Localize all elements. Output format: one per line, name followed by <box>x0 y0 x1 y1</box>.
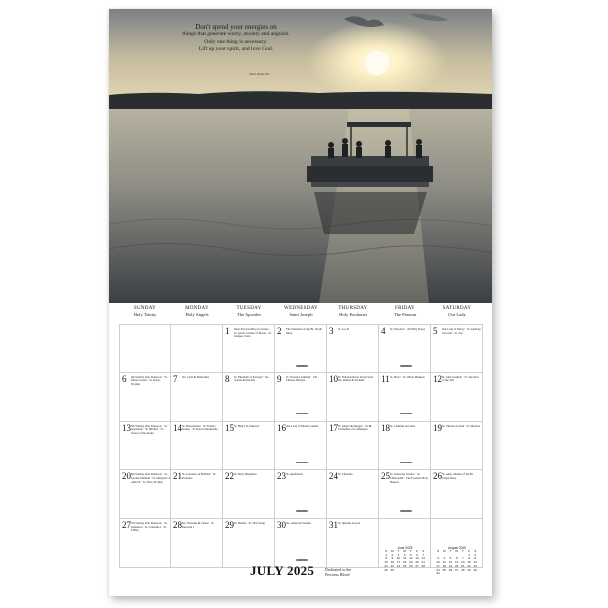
mini-day: 21 <box>461 563 465 568</box>
day-number: 30 <box>277 520 286 531</box>
day-number: 12 <box>433 373 442 384</box>
mini-day: 12 <box>409 556 413 561</box>
day-cell <box>275 373 327 422</box>
moon-phase-mark <box>296 510 308 512</box>
weekday-header <box>327 306 379 317</box>
mini-weekday: M <box>391 549 394 553</box>
inspirational-quote <box>161 24 311 54</box>
feast-text: St. Martha · St. Olaf, King <box>234 521 265 526</box>
sunset-lake-photo <box>109 9 492 303</box>
mini-day: 14 <box>421 556 425 561</box>
mini-day: 10 <box>396 556 401 561</box>
day-number: 20 <box>122 471 131 482</box>
day-number: 7 <box>173 373 178 384</box>
day-cell <box>275 422 327 471</box>
feast-text: St. John Gualbert · St. Veronica of the Veil <box>442 374 479 383</box>
day-cell <box>327 470 379 519</box>
calendar-page <box>109 9 492 596</box>
day-cell <box>119 470 171 519</box>
mini-day: 2 <box>391 552 394 557</box>
mini-day: 13 <box>454 560 459 565</box>
moon-phase-mark <box>400 413 412 415</box>
day-number: 15 <box>225 422 234 433</box>
day-number: 3 <box>329 326 334 336</box>
mini-day: 2 <box>474 552 477 557</box>
day-cell <box>379 422 431 471</box>
mini-day: 20 <box>415 560 419 565</box>
mini-day: 27 <box>415 563 419 568</box>
mini-day: 26 <box>448 567 453 572</box>
day-number: 16 <box>277 422 286 433</box>
day-number: 21 <box>173 471 182 482</box>
feast-text: St. Felicitas & her Seven Sons · Sts. Rufina & Secunda <box>338 374 375 383</box>
mini-weekday: T <box>461 549 464 553</box>
day-cell <box>119 373 171 422</box>
feast-text: St. Theodore · All Holy Popes <box>390 327 425 331</box>
day-cell <box>431 324 483 373</box>
mini-day: 19 <box>409 560 413 565</box>
mini-day: 29 <box>384 567 388 572</box>
feast-text: 7th Sunday after Pentecost · St. Pantaleon · St. Celestine I · St. Lillian <box>131 521 168 533</box>
mini-day: 22 <box>384 563 388 568</box>
feast-text: St. Elizabeth of Portugal · Sts. Aquila & Priscilla <box>234 374 270 383</box>
feast-text: St. Alexis the Beggar · 16 Bl. Carmelites of Compiegne <box>338 423 373 432</box>
moon-phase-mark <box>400 462 412 464</box>
day-number: 28 <box>173 520 182 531</box>
weekday-name: THURSDAY <box>338 306 368 311</box>
feast-text: St. Camillus de Lellis <box>390 423 416 428</box>
mini-weekday: S <box>385 549 388 553</box>
day-cell <box>327 324 379 373</box>
feast-text: St. Lawrence of Brindisi · St. Praxedes <box>182 472 216 480</box>
day-number: 9 <box>277 373 282 384</box>
mini-day: 1 <box>468 552 470 557</box>
mini-day: 6 <box>416 552 418 557</box>
mini-weekday: M <box>443 549 446 553</box>
dedication-line-1: Dedicated to the <box>325 567 352 572</box>
weekday-header <box>275 306 327 317</box>
day-cell <box>275 324 327 373</box>
day-number: 29 <box>225 520 234 531</box>
feast-text: Sts. Abdon & Sennen <box>286 521 311 526</box>
weekday-devotion: The Apostles <box>236 312 262 317</box>
day-cell <box>431 470 483 519</box>
mini-weekday: T <box>397 549 400 553</box>
moon-phase-mark <box>296 365 308 367</box>
mini-day: 17 <box>436 563 440 568</box>
weekday-name: MONDAY <box>185 306 209 311</box>
day-cell <box>431 373 483 422</box>
day-cell <box>223 373 275 422</box>
feast-text: 6th Sunday after Pentecost · St. Jerome Emiliani · St. Margaret of Antioch · St. Elias, Prophet <box>131 472 170 484</box>
mini-weekday: W <box>455 549 459 553</box>
mini-day: 21 <box>421 560 425 565</box>
feast-text: St. James the Greater · St. Christopher · The Fourteen Holy Helpers <box>390 472 429 484</box>
day-cell <box>379 470 431 519</box>
mini-day: 11 <box>403 556 407 561</box>
day-cell <box>223 470 275 519</box>
weekday-header <box>119 306 171 317</box>
day-cell <box>275 470 327 519</box>
day-number: 1 <box>225 326 230 336</box>
day-number: 11 <box>381 373 390 384</box>
mini-day: 26 <box>409 563 413 568</box>
mini-day: 17 <box>396 560 401 565</box>
feast-text: St. Veronica Giuliani · 120 Chinese Martyrs <box>286 374 318 383</box>
mini-day: 23 <box>390 563 394 568</box>
day-number: 13 <box>122 422 131 433</box>
feast-text: St. Christina <box>338 472 353 477</box>
day-number: 25 <box>381 471 390 482</box>
mini-day: 16 <box>390 560 394 565</box>
mini-day: 29 <box>467 567 471 572</box>
mini-day: 18 <box>442 563 446 568</box>
weekday-devotion: Our Lady <box>448 312 466 317</box>
quote-line-3: Only one thing is necessary: <box>204 38 268 45</box>
day-cell <box>171 470 223 519</box>
quote-line-2: things that generate worry, anxiety and anguish. <box>182 31 290 38</box>
feast-text: Sts. Cyril & Methodius <box>182 374 209 379</box>
mini-day: 7 <box>462 556 464 561</box>
weekday-name: WEDNESDAY <box>284 306 318 311</box>
day-number: 24 <box>329 471 338 482</box>
weekday-devotion: The Passion <box>393 312 417 317</box>
weekday-header <box>431 306 483 317</box>
mini-weekday: F <box>416 549 418 553</box>
mini-day: 14 <box>461 560 465 565</box>
feast-text: Our Lady of Mercy · St. Anthony Zaccaria · St. Zoe <box>442 327 481 335</box>
mini-day: 27 <box>454 567 459 572</box>
feast-text: St. Leo II <box>338 327 349 331</box>
feast-text: St. Pius I · St. Oliver Plunkett <box>390 374 425 379</box>
quote-attribution: Saint Padre Pio <box>249 72 270 76</box>
day-number: 26 <box>433 471 442 482</box>
mini-day: 25 <box>442 567 446 572</box>
mini-day: 28 <box>421 563 425 568</box>
day-cell <box>223 422 275 471</box>
mini-day: 20 <box>454 563 459 568</box>
day-cell <box>171 324 223 373</box>
feast-text: St. Mary Magdalen <box>234 472 257 477</box>
day-number: 31 <box>329 520 338 531</box>
day-number: 14 <box>173 422 182 433</box>
mini-day: 12 <box>448 560 453 565</box>
mini-day: 15 <box>467 560 471 565</box>
moon-phase-mark <box>400 365 412 367</box>
feast-text: St. Apollinaris <box>286 472 303 477</box>
weekday-name: TUESDAY <box>236 306 262 311</box>
mini-day: 5 <box>410 552 412 557</box>
quote-line-4: Lift up your spirit, and love God. <box>198 46 274 53</box>
mini-day: 30 <box>390 567 394 572</box>
mini-day: 24 <box>436 567 440 572</box>
mini-day: 10 <box>436 560 440 565</box>
feast-text: Most Precious Blood of Jesus · St. Aaron, brother of Moses · St. Junipero Serra <box>234 327 272 339</box>
mini-day: 8 <box>385 556 387 561</box>
mini-day: 3 <box>397 552 400 557</box>
day-cell <box>223 324 275 373</box>
feast-text: 4th Sunday after Pentecost · St. Maria Goretti · St. Isaias, Prophet <box>131 374 168 386</box>
day-number: 8 <box>225 373 230 384</box>
weekday-name: SATURDAY <box>442 306 472 311</box>
mini-day: 28 <box>461 567 465 572</box>
mini-day: 16 <box>473 560 477 565</box>
weekday-devotion: Holy Trinity <box>133 312 157 317</box>
feast-text: St. Bonaventure · St. Francis Solano · St. Kateri Tekakwitha <box>182 423 218 432</box>
weekday-devotion: Holy Angels <box>185 312 209 317</box>
mini-calendar-title: June 2025 <box>397 546 413 550</box>
feast-text: St. Vincent de Paul · St. Macrina <box>442 423 480 428</box>
mini-weekday: S <box>474 549 477 553</box>
mini-day: 23 <box>473 563 477 568</box>
day-number: 22 <box>225 471 234 482</box>
calendar-footer <box>109 557 492 587</box>
mini-weekday: W <box>403 549 407 553</box>
day-cell <box>171 373 223 422</box>
weekday-header <box>223 306 275 317</box>
weekday-header <box>171 306 223 317</box>
day-cell <box>431 422 483 471</box>
day-cell <box>327 422 379 471</box>
day-cell <box>119 324 171 373</box>
mini-day: 25 <box>402 563 407 568</box>
dedication-line-2: Precious Blood <box>325 572 350 577</box>
weekday-name: SUNDAY <box>133 306 157 311</box>
mini-day: 11 <box>442 560 446 565</box>
mini-weekday: T <box>409 549 412 553</box>
weekday-name: FRIDAY <box>395 306 415 311</box>
quote-line-1: Don't spend your energies on <box>195 23 277 31</box>
mini-weekday: T <box>449 549 452 553</box>
day-number: 17 <box>329 422 338 433</box>
day-cell <box>171 422 223 471</box>
mini-calendar-title: August 2025 <box>448 546 466 550</box>
month-title: JULY 2025 <box>250 563 315 578</box>
mini-day: 24 <box>396 563 401 568</box>
mini-day: 6 <box>455 556 458 561</box>
day-number: 23 <box>277 471 286 482</box>
day-cell <box>327 373 379 422</box>
feast-text: St. Henry II, Emperor <box>234 423 260 428</box>
mini-day: 18 <box>402 560 407 565</box>
mini-weekday: S <box>437 549 440 553</box>
mini-day: 22 <box>467 563 471 568</box>
mini-day: 31 <box>436 571 440 576</box>
feast-text: The Visitation of the Bl. Virgin Mary <box>286 327 322 335</box>
mini-weekday: F <box>468 549 470 553</box>
weekday-header <box>379 306 431 317</box>
day-cell <box>379 324 431 373</box>
mini-day: 9 <box>391 556 394 561</box>
feast-text: Sts. Nazarius & Celsus · St. Innocent I <box>182 521 215 529</box>
mini-day: 9 <box>474 556 477 561</box>
feast-text: St. Anne, Mother of the Bl. Virgin Mary <box>442 472 474 480</box>
mini-day: 4 <box>443 556 446 561</box>
day-cell <box>379 373 431 422</box>
weekday-devotion: Holy Eucharist <box>339 312 367 317</box>
day-number: 18 <box>381 422 390 433</box>
moon-phase-mark <box>400 510 412 512</box>
feast-text: Our Lady of Mount Carmel <box>286 423 318 428</box>
day-number: 4 <box>381 326 386 336</box>
day-number: 10 <box>329 373 338 384</box>
feast-text: 5th Sunday after Pentecost · St. Anacletus · St. Mildred · St. Teresa of the Andes <box>131 423 168 435</box>
moon-phase-mark <box>296 462 308 464</box>
mini-day: 30 <box>473 567 477 572</box>
month-dedication <box>325 567 385 577</box>
weekday-devotion: Saint Joseph <box>289 312 313 317</box>
mini-day: 7 <box>422 552 425 557</box>
mini-weekday: S <box>422 549 425 553</box>
mini-day: 3 <box>437 556 439 561</box>
mini-day: 15 <box>384 560 388 565</box>
day-number: 6 <box>122 373 127 384</box>
mini-day: 5 <box>449 556 452 561</box>
day-cell <box>119 422 171 471</box>
mini-day: 19 <box>448 563 453 568</box>
mini-day: 8 <box>468 556 470 561</box>
feast-text: St. Ignatius Loyola <box>338 521 361 526</box>
moon-phase-mark <box>296 413 308 415</box>
day-number: 2 <box>277 326 282 336</box>
mini-day: 13 <box>415 556 419 561</box>
day-number: 5 <box>433 326 438 336</box>
mini-day: 4 <box>403 552 406 557</box>
day-number: 19 <box>433 422 442 433</box>
day-number: 27 <box>122 520 131 531</box>
mini-day: 1 <box>385 552 387 557</box>
